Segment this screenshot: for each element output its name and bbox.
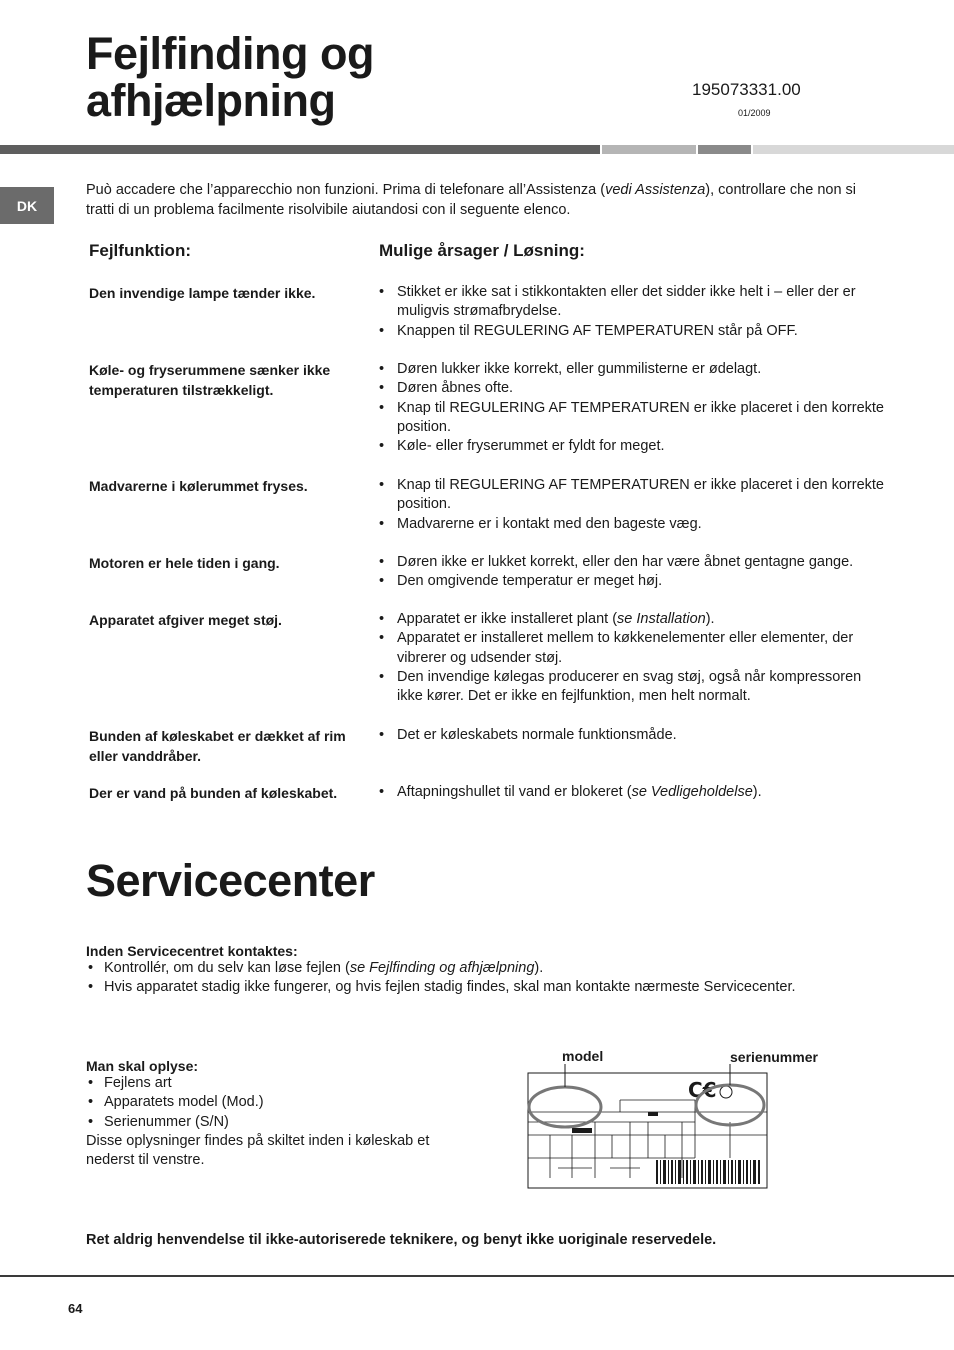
cause-text: Apparatet er ikke installeret plant ( — [397, 611, 618, 627]
item-text-end: ). — [534, 960, 544, 976]
problem-text: Den invendige lampe tænder ikke. — [89, 285, 316, 301]
cause-item — [379, 610, 889, 629]
cause-reference: se Installation — [617, 611, 706, 627]
cause-text-end: ). — [705, 611, 715, 627]
cause-reference: se Vedligeholdelse — [631, 784, 753, 800]
before-contact-item — [86, 959, 926, 978]
before-contact-item: • Hvis apparatet stadig ikke fungerer, og hvis fejlen stadig findes, skal man kontakte nærmeste Servicecenter. — [86, 978, 926, 997]
cause-list — [379, 360, 889, 456]
cause-item — [379, 783, 889, 802]
service-title: Servicecenter — [86, 855, 375, 906]
problem-text: Apparatet afgiver meget støj. — [89, 612, 282, 628]
before-contact-heading: Inden Servicecentret kontaktes: — [86, 943, 298, 959]
document-number: 195073331.00 — [692, 80, 801, 99]
warning-note: Ret aldrig henvendelse til ikke-autoriserede teknikere, og benyt ikke uoriginale reservedele. — [86, 1232, 717, 1248]
cause-text-end: ). — [752, 784, 762, 800]
document-date: 01/2009 — [738, 108, 771, 118]
cause-item: • Knap til REGULERING AF TEMPERATUREN er ikke placeret i den korrekte position. — [379, 476, 889, 515]
intro-reference: vedi Assistenza — [605, 182, 706, 198]
cause-list — [379, 283, 889, 341]
cause-item: • Døren lukker ikke korrekt, eller gummilisterne er ødelagt. — [379, 360, 889, 379]
cause-list — [379, 553, 889, 592]
cause-list — [379, 476, 889, 534]
header-band-dark-2 — [698, 145, 751, 154]
provide-item: • Apparatets model (Mod.) — [86, 1093, 486, 1112]
cause-list — [379, 610, 889, 706]
cause-item: • Apparatet er installeret mellem to køkkenelementer eller elementer, der vibrerer og udsender støj. — [379, 629, 889, 668]
header-band-dark — [0, 145, 600, 154]
cause-item: • Døren ikke er lukket korrekt, eller den har være åbnet gentagne gange. — [379, 553, 889, 572]
cause-item: • Den invendige kølegas producerer en svag støj, også når kompressoren ikke kører. Det er ikke en fejlfunktion, men helt normalt. — [379, 668, 889, 707]
model-label: model — [562, 1048, 604, 1064]
problem-text: Madvarerne i kølerummet fryses. — [89, 478, 308, 494]
item-text: Kontrollér, om du selv kan løse fejlen ( — [104, 960, 350, 976]
page-number: 64 — [68, 1301, 83, 1316]
cause-item: • Den omgivende temperatur er meget høj. — [379, 572, 889, 591]
problem-text: Motoren er hele tiden i gang. — [89, 555, 280, 571]
provide-item: • Serienummer (S/N) — [86, 1113, 486, 1132]
problem-text: Køle- og fryserummene sænker ikke temperaturen tilstrækkeligt. — [89, 362, 331, 398]
intro-text: Può accadere che l’apparecchio non funzioni. Prima di telefonare all’Assistenza ( — [86, 182, 606, 198]
cause-item: • Køle- eller fryserummet er fyldt for meget. — [379, 437, 889, 456]
footer-rule — [0, 1275, 954, 1277]
problem-text: Bunden af køleskabet er dækket af rim eller vanddråber. — [89, 728, 346, 764]
cause-item: • Det er køleskabets normale funktionsmåde. — [379, 726, 889, 745]
provide-item: • Fejlens art — [86, 1074, 486, 1093]
cause-item: • Døren åbnes ofte. — [379, 379, 889, 398]
header-band-mid — [602, 145, 696, 154]
cause-item: • Madvarerne er i kontakt med den bageste væg. — [379, 515, 889, 534]
column-header-problem: Fejlfunktion: — [89, 241, 191, 260]
intro-paragraph — [86, 181, 886, 220]
language-tab: DK — [0, 187, 54, 224]
page-title: Fejlfinding og afhjælpning — [86, 28, 374, 126]
ce-mark: C€ — [688, 1078, 717, 1102]
provide-section — [86, 1058, 486, 1171]
provide-heading: Man skal oplyse: — [86, 1058, 199, 1074]
cause-item: • Stikket er ikke sat i stikkontakten eller det sidder ikke helt i – eller der er muligvis strømafbrydelse. — [379, 283, 889, 322]
cause-item: • Knappen til REGULERING AF TEMPERATUREN står på OFF. — [379, 322, 889, 341]
problem-text: Der er vand på bunden af køleskabet. — [89, 785, 338, 801]
before-contact-list — [86, 959, 926, 998]
column-header-causes: Mulige årsager / Løsning: — [379, 241, 585, 260]
rating-plate-illustration — [520, 1060, 780, 1195]
header-band-light — [753, 145, 954, 154]
serial-number-label: serienummer — [730, 1049, 818, 1065]
provide-list — [86, 1074, 486, 1132]
intro-text-end: ), controllare che non si tratti di un problema facilmente risolvibile aiutandosi con il seguente elenco. — [86, 182, 857, 218]
cause-item: • Knap til REGULERING AF TEMPERATUREN er ikke placeret i den korrekte position. — [379, 399, 889, 438]
item-reference: se Fejlfinding og afhjælpning — [349, 960, 535, 976]
before-contact-section — [86, 943, 926, 998]
cause-text: Aftapningshullet til vand er blokeret ( — [397, 784, 632, 800]
cause-list — [379, 783, 889, 802]
provide-note: Disse oplysninger findes på skiltet inden i køleskab et nederst til venstre. — [86, 1132, 430, 1169]
cause-list — [379, 726, 889, 745]
